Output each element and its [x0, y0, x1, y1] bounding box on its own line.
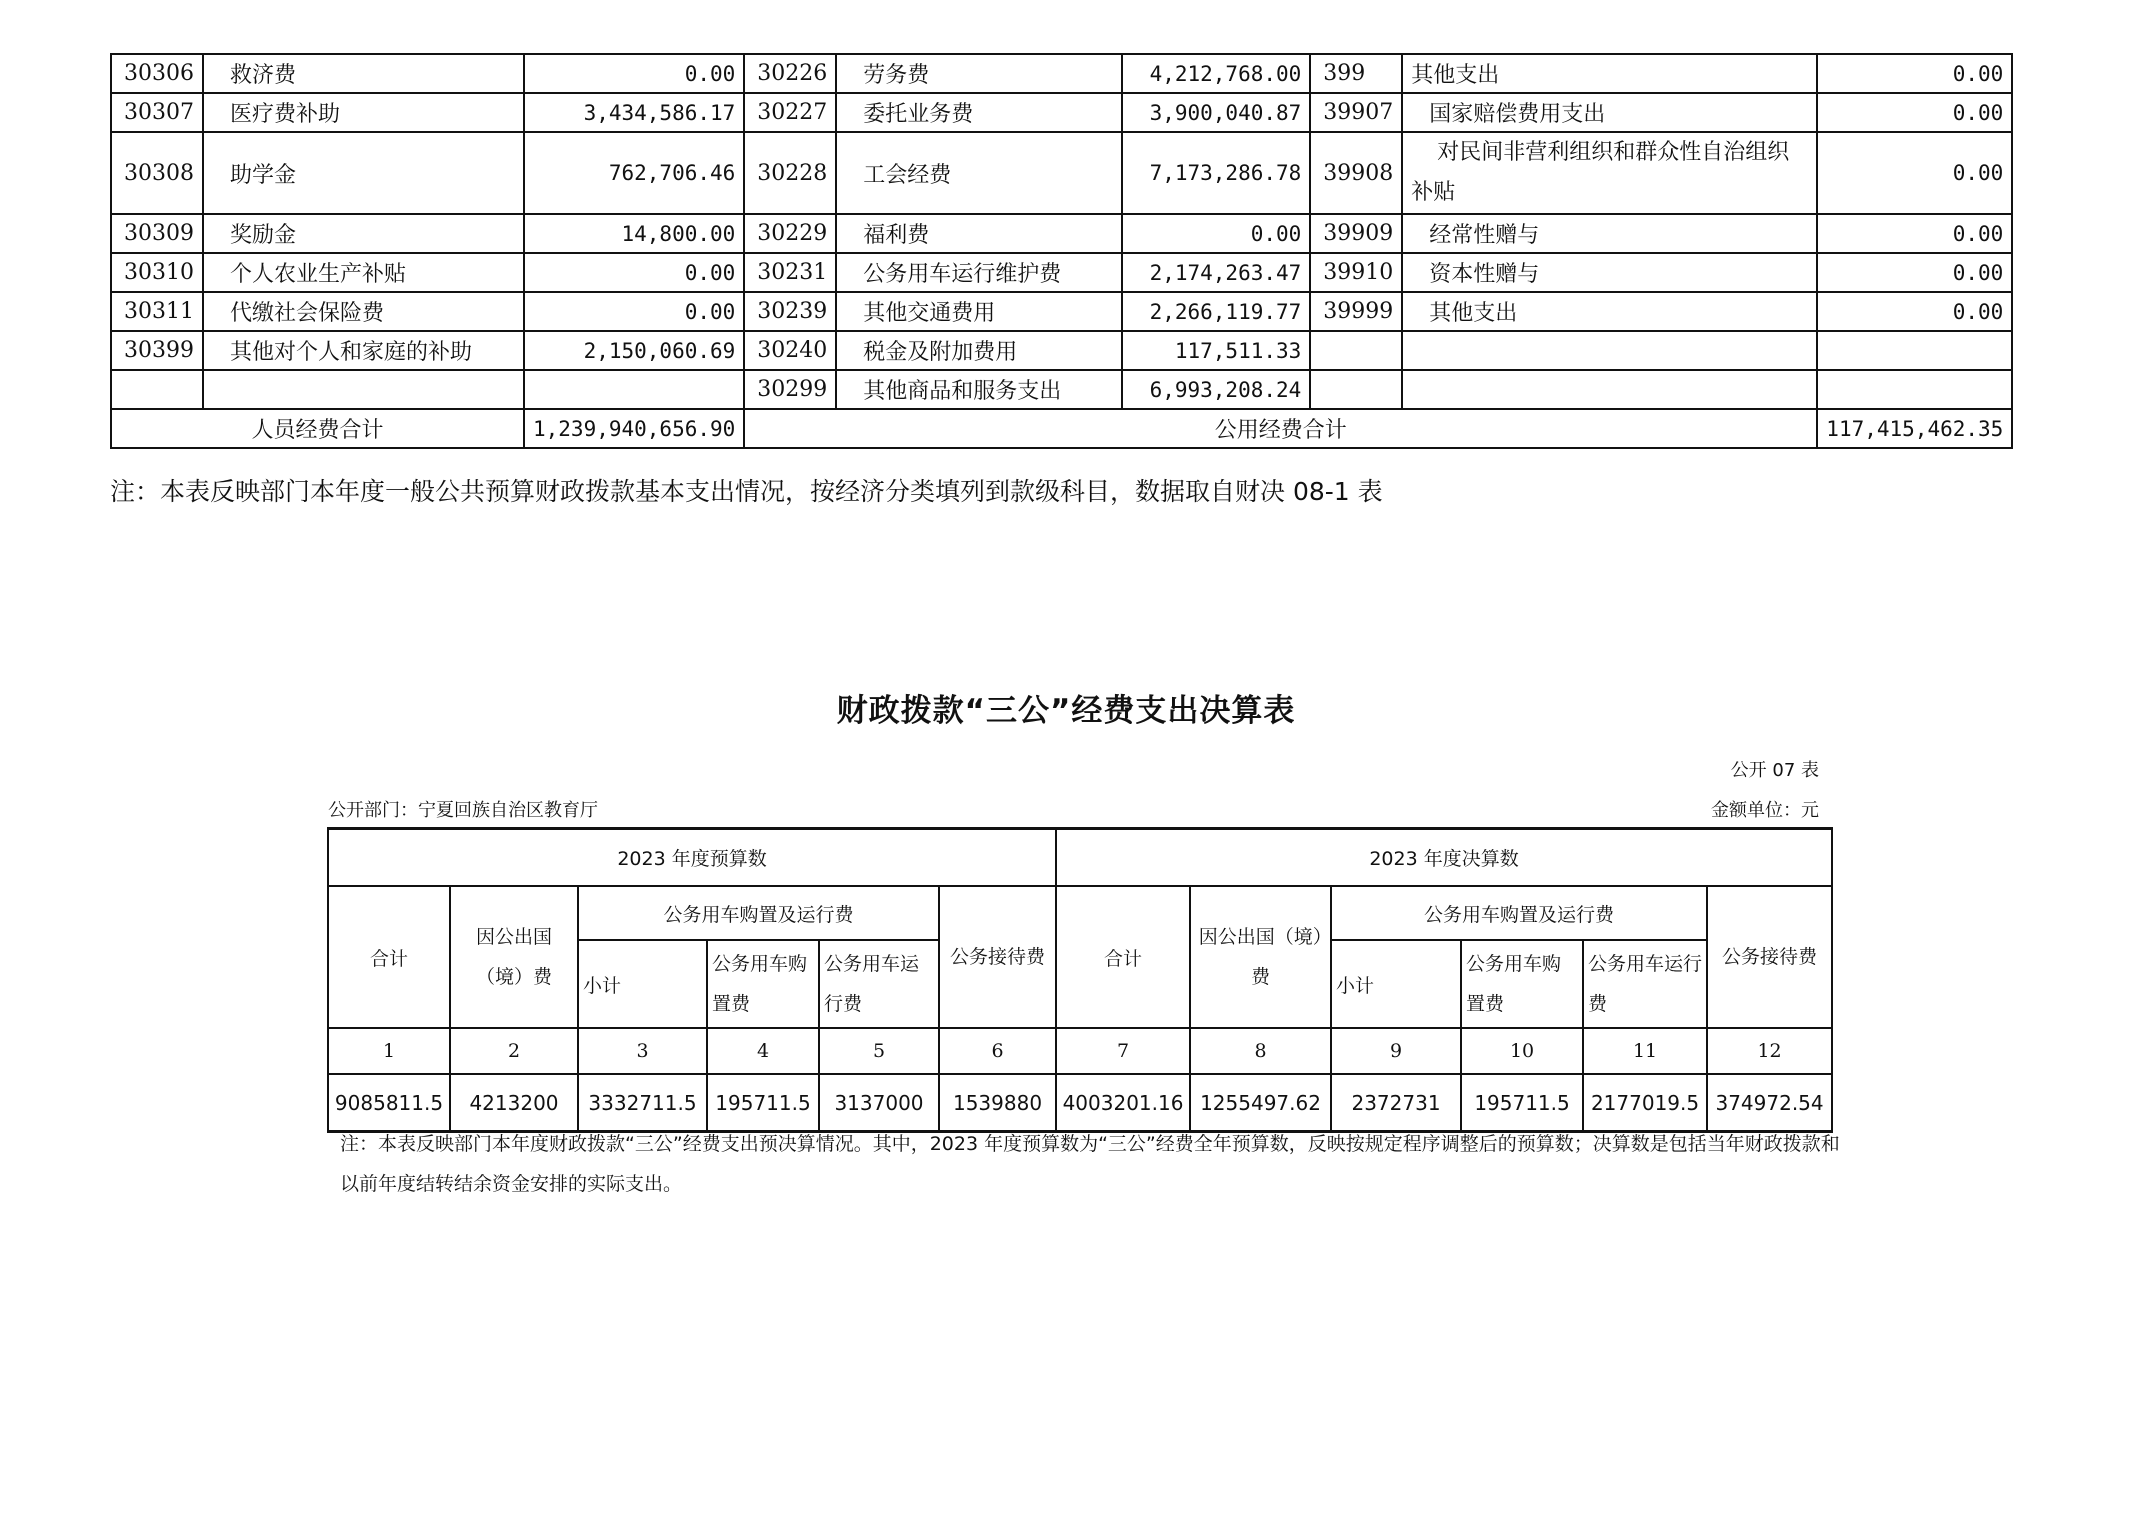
- code-cell: 30311: [111, 292, 203, 331]
- header-total: 合计: [1056, 886, 1190, 1028]
- value-cell: 4213200: [450, 1074, 578, 1132]
- name-cell: 代缴社会保险费: [203, 292, 524, 331]
- public-total-value: 117,415,462.35: [1817, 409, 2012, 448]
- header-abroad: 因公出国（境）费: [450, 886, 578, 1028]
- amount-cell: 762,706.46: [524, 132, 744, 214]
- table-row: [111, 54, 2012, 93]
- name-cell: 劳务费: [836, 54, 1122, 93]
- column-number-row: [328, 1028, 1832, 1074]
- name-cell: 医疗费补助: [203, 93, 524, 132]
- name-cell: 委托业务费: [836, 93, 1122, 132]
- value-cell: 195711.5: [1461, 1074, 1583, 1132]
- value-cell: 1539880: [939, 1074, 1056, 1132]
- code-cell: 30227: [744, 93, 836, 132]
- name-cell: 福利费: [836, 214, 1122, 253]
- unit-label: 金额单位：元: [1711, 800, 1819, 821]
- table-row: [111, 93, 2012, 132]
- final-group-header: 2023 年度决算数: [1056, 829, 1832, 887]
- col-number: 12: [1707, 1028, 1832, 1074]
- code-cell: 30399: [111, 331, 203, 370]
- header-vehicle-group: 公务用车购置及运行费: [578, 886, 939, 940]
- name-cell: 国家赔偿费用支出: [1402, 93, 1817, 132]
- amount-cell: 2,266,119.77: [1122, 292, 1310, 331]
- name-cell: [203, 370, 524, 409]
- amount-cell: 0.00: [524, 54, 744, 93]
- amount-cell: [1817, 331, 2012, 370]
- col-number: 2: [450, 1028, 578, 1074]
- header-reception: 公务接待费: [1707, 886, 1832, 1028]
- amount-cell: 4,212,768.00: [1122, 54, 1310, 93]
- amount-cell: 2,150,060.69: [524, 331, 744, 370]
- code-cell: 39909: [1310, 214, 1402, 253]
- name-cell: 其他支出: [1402, 292, 1817, 331]
- header-reception: 公务接待费: [939, 886, 1056, 1028]
- values-row: [328, 1074, 1832, 1132]
- code-cell: 30240: [744, 331, 836, 370]
- amount-cell: 0.00: [1817, 132, 2012, 214]
- name-cell: [1402, 370, 1817, 409]
- table-row: [111, 292, 2012, 331]
- amount-cell: 7,173,286.78: [1122, 132, 1310, 214]
- amount-cell: 3,900,040.87: [1122, 93, 1310, 132]
- name-cell: 其他交通费用: [836, 292, 1122, 331]
- header-abroad: 因公出国（境）费: [1190, 886, 1331, 1028]
- department-label: 公开部门：宁夏回族自治区教育厅: [328, 800, 598, 821]
- header-vehicle-purchase: 公务用车购置费: [1461, 940, 1583, 1028]
- amount-cell: 0.00: [1817, 214, 2012, 253]
- table-number: 公开 07 表: [1730, 760, 1819, 781]
- amount-cell: 0.00: [524, 292, 744, 331]
- code-cell: 30239: [744, 292, 836, 331]
- name-cell: 公务用车运行维护费: [836, 253, 1122, 292]
- amount-cell: 0.00: [1817, 54, 2012, 93]
- table-row: [111, 331, 2012, 370]
- amount-cell: 0.00: [524, 253, 744, 292]
- totals-row: [111, 409, 2012, 448]
- amount-cell: 3,434,586.17: [524, 93, 744, 132]
- name-cell: 经常性赠与: [1402, 214, 1817, 253]
- header-row: [328, 886, 1832, 940]
- amount-cell: 0.00: [1817, 253, 2012, 292]
- table-row: [111, 253, 2012, 292]
- name-cell: 其他对个人和家庭的补助: [203, 331, 524, 370]
- code-cell: 30309: [111, 214, 203, 253]
- col-number: 5: [819, 1028, 939, 1074]
- amount-cell: 14,800.00: [524, 214, 744, 253]
- code-cell: 30231: [744, 253, 836, 292]
- col-number: 4: [707, 1028, 819, 1074]
- three-public-expenses-table: [327, 827, 1833, 1133]
- public-total-label: 公用经费合计: [744, 409, 1817, 448]
- table1-note: 注：本表反映部门本年度一般公共预算财政拨款基本支出情况，按经济分类填列到款级科目，数据取自财决 08-1 表: [110, 477, 1383, 506]
- table-row: [111, 214, 2012, 253]
- header-vehicle-group: 公务用车购置及运行费: [1331, 886, 1707, 940]
- code-cell: 30307: [111, 93, 203, 132]
- code-cell: 39907: [1310, 93, 1402, 132]
- header-subtotal: 小计: [578, 940, 707, 1028]
- value-cell: 374972.54: [1707, 1074, 1832, 1132]
- col-number: 9: [1331, 1028, 1461, 1074]
- name-cell: [1402, 331, 1817, 370]
- name-cell: 个人农业生产补贴: [203, 253, 524, 292]
- col-number: 11: [1583, 1028, 1707, 1074]
- value-cell: 3137000: [819, 1074, 939, 1132]
- basic-expenditure-table: [110, 53, 2013, 449]
- code-cell: 39910: [1310, 253, 1402, 292]
- header-total: 合计: [328, 886, 450, 1028]
- code-cell: [111, 370, 203, 409]
- col-number: 3: [578, 1028, 707, 1074]
- col-number: 1: [328, 1028, 450, 1074]
- table-row: [111, 132, 2012, 214]
- value-cell: 4003201.16: [1056, 1074, 1190, 1132]
- col-number: 6: [939, 1028, 1056, 1074]
- name-cell: 税金及附加费用: [836, 331, 1122, 370]
- name-cell: 资本性赠与: [1402, 253, 1817, 292]
- amount-cell: 6,993,208.24: [1122, 370, 1310, 409]
- name-cell: 其他支出: [1402, 54, 1817, 93]
- value-cell: 1255497.62: [1190, 1074, 1331, 1132]
- code-cell: [1310, 370, 1402, 409]
- value-cell: 9085811.5: [328, 1074, 450, 1132]
- header-subtotal: 小计: [1331, 940, 1461, 1028]
- amount-cell: 0.00: [1122, 214, 1310, 253]
- header-vehicle-purchase: 公务用车购置费: [707, 940, 819, 1028]
- value-cell: 2177019.5: [1583, 1074, 1707, 1132]
- value-cell: 3332711.5: [578, 1074, 707, 1132]
- code-cell: 39908: [1310, 132, 1402, 214]
- name-cell: 其他商品和服务支出: [836, 370, 1122, 409]
- amount-cell: 2,174,263.47: [1122, 253, 1310, 292]
- page-title: 财政拨款“三公”经费支出决算表: [836, 693, 1296, 729]
- amount-cell: [524, 370, 744, 409]
- amount-cell: 0.00: [1817, 292, 2012, 331]
- header-vehicle-operation: 公务用车运行费: [1583, 940, 1707, 1028]
- code-cell: 30306: [111, 54, 203, 93]
- table2-note: 注：本表反映部门本年度财政拨款“三公”经费支出预决算情况。其中，2023 年度预算数为“三公”经费全年预算数，反映按规定程序调整后的预算数；决算数是包括当年财政拨款和以前年度结转结余资金安排的实际支出。: [340, 1133, 1840, 1195]
- code-cell: 30299: [744, 370, 836, 409]
- amount-cell: 0.00: [1817, 93, 2012, 132]
- name-cell: 对民间非营利组织和群众性自治组织补贴: [1402, 132, 1817, 214]
- code-cell: [1310, 331, 1402, 370]
- code-cell: 39999: [1310, 292, 1402, 331]
- budget-group-header: 2023 年度预算数: [328, 829, 1056, 887]
- col-number: 10: [1461, 1028, 1583, 1074]
- col-number: 7: [1056, 1028, 1190, 1074]
- value-cell: 195711.5: [707, 1074, 819, 1132]
- name-cell: 救济费: [203, 54, 524, 93]
- code-cell: 30228: [744, 132, 836, 214]
- code-cell: 30226: [744, 54, 836, 93]
- name-cell: 奖励金: [203, 214, 524, 253]
- col-number: 8: [1190, 1028, 1331, 1074]
- amount-cell: [1817, 370, 2012, 409]
- name-cell: 助学金: [203, 132, 524, 214]
- code-cell: 30310: [111, 253, 203, 292]
- code-cell: 30229: [744, 214, 836, 253]
- table-row: [111, 370, 2012, 409]
- value-cell: 2372731: [1331, 1074, 1461, 1132]
- header-vehicle-operation: 公务用车运行费: [819, 940, 939, 1028]
- name-cell: 工会经费: [836, 132, 1122, 214]
- personnel-total-label: 人员经费合计: [111, 409, 524, 448]
- personnel-total-value: 1,239,940,656.90: [524, 409, 744, 448]
- code-cell: 399: [1310, 54, 1402, 93]
- code-cell: 30308: [111, 132, 203, 214]
- amount-cell: 117,511.33: [1122, 331, 1310, 370]
- group-header-row: [328, 829, 1832, 887]
